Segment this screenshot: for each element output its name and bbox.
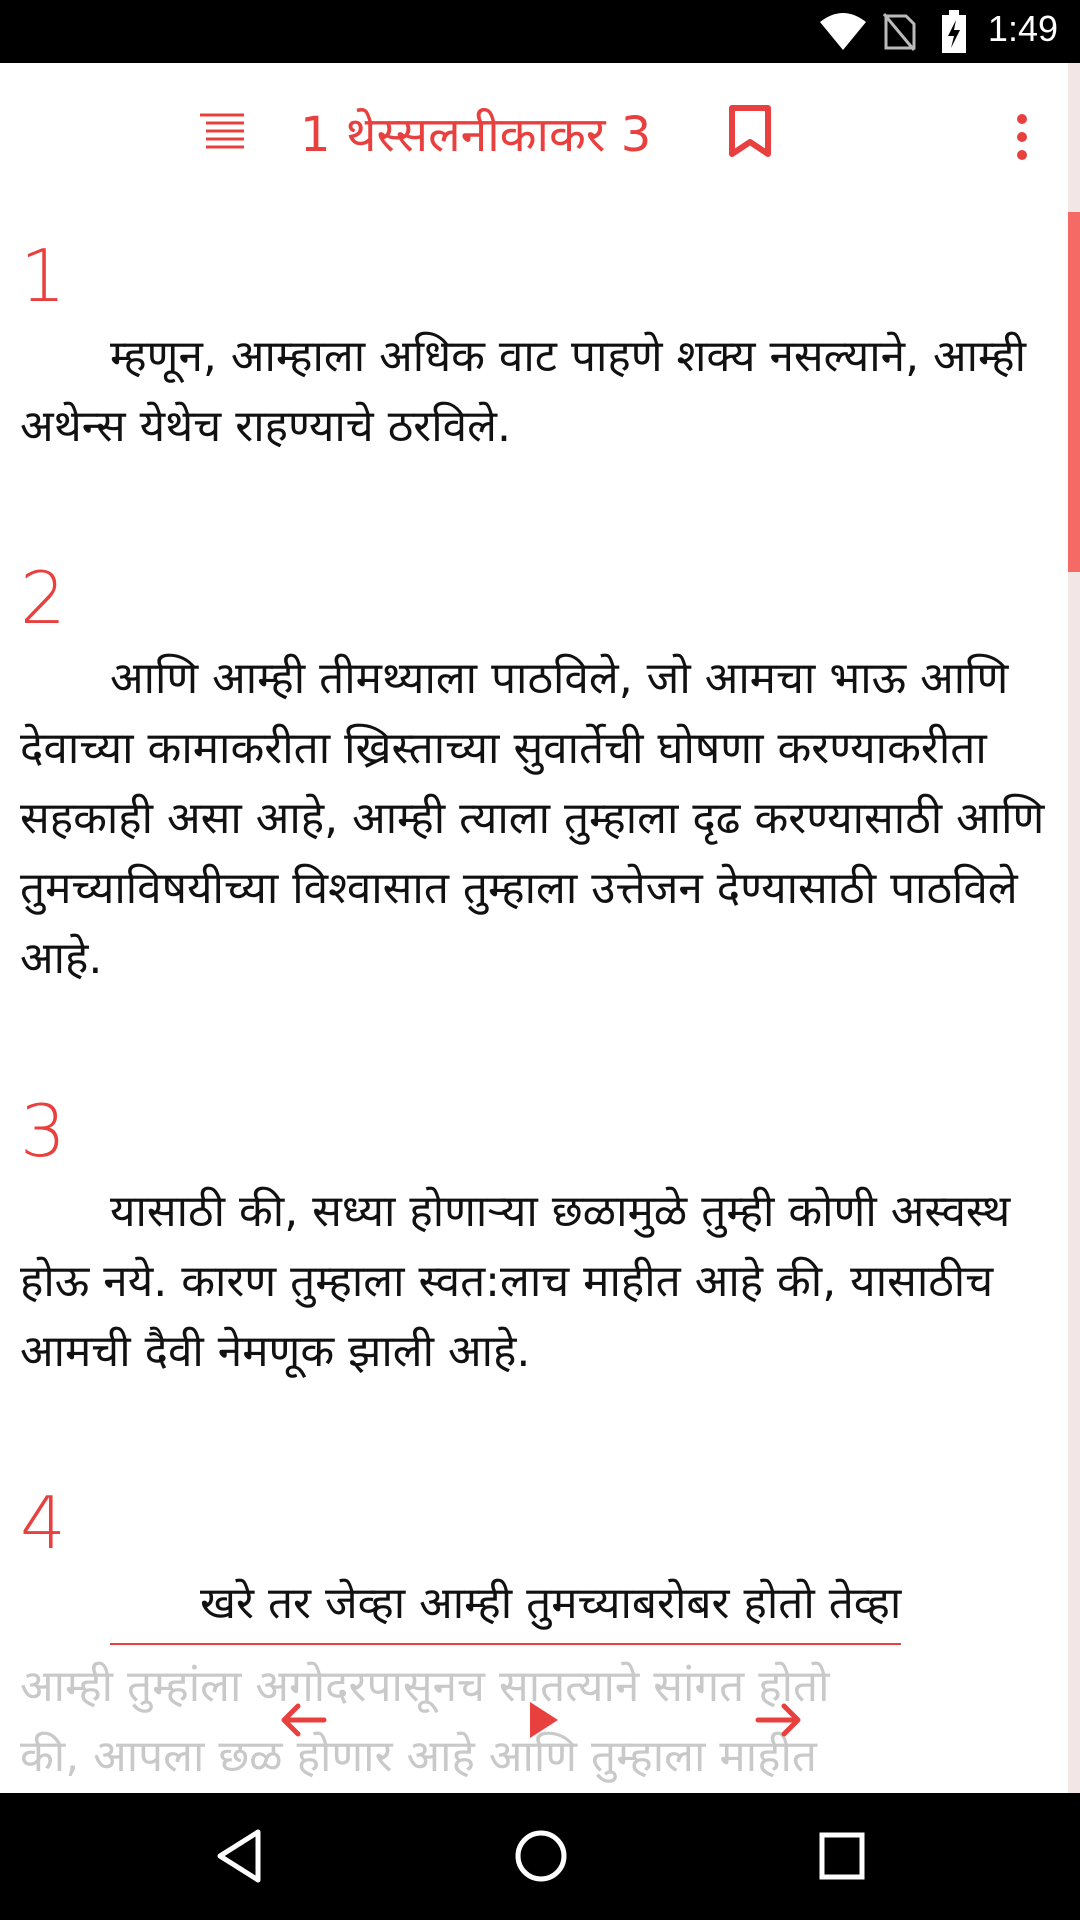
system-nav-bar — [0, 1793, 1080, 1920]
scrollbar-thumb[interactable] — [1068, 212, 1080, 572]
verse-text: आणि आम्ही तीमथ्याला पाठविले, जो आमचा भाऊ आणि देवाच्या कामाकरीता ख्रिस्ताच्या सुवार्तेची घोषणा करण्याकरीता सहकाही असा आहे, आम्ही त्याला तुम्हाला दृढ करण्यासाठी आणि तुमच्याविषयीच्या विश्वासात तुम्हाला उत्तेजन देण्यासाठी पाठविले आहे. — [20, 653, 1045, 984]
previous-arrow-icon[interactable] — [278, 1700, 328, 1740]
chapter-list-icon[interactable] — [198, 111, 248, 151]
faded-line: आम्ही तुम्हांला अगोदरपासूनच सातत्याने सांगत होतो — [20, 1661, 830, 1712]
verse-2[interactable] — [20, 556, 1060, 994]
next-arrow-icon[interactable] — [754, 1700, 804, 1740]
verse-text: म्हणून, आम्हाला अधिक वाट पाहणे शक्य नसल्याने, आम्ही अथेन्स येथेच राहण्याचे ठरविले. — [20, 331, 1027, 452]
wifi-icon — [818, 12, 868, 52]
more-vert-icon[interactable] — [1012, 113, 1032, 161]
app-toolbar — [0, 63, 1080, 203]
verse-4[interactable] — [20, 1481, 1060, 1645]
battery-charging-icon — [940, 10, 968, 54]
verse-text — [20, 1569, 1060, 1645]
verse-text: यासाठी की, सध्या होणाऱ्या छळामुळे तुम्ही कोणी अस्वस्थ होऊ नये. कारण तुम्हाला स्वत:लाच माहीत आहे की, यासाठीच आमची दैवी नेमणूक झाली आहे. — [20, 1186, 1011, 1377]
status-clock: 1:49 — [987, 8, 1058, 49]
back-icon[interactable] — [214, 1828, 264, 1884]
verse-highlighted-line: खरे तर जेव्हा आम्ही तुमच्याबरोबर होतो तेव्हा — [110, 1569, 901, 1645]
verse-number: 4 — [20, 1481, 66, 1565]
verse-1[interactable] — [20, 234, 1060, 462]
book-chapter-title[interactable]: 1 थेस्सलनीकाकर 3 — [300, 107, 652, 163]
chapter-content[interactable] — [0, 210, 1066, 1793]
verse-number: 1 — [20, 234, 66, 318]
verse-3[interactable] — [20, 1089, 1060, 1387]
faded-line: की, आपला छळ होणार आहे आणि तुम्हाला माहीत — [20, 1731, 817, 1782]
recents-icon[interactable] — [817, 1828, 867, 1884]
no-sim-icon — [882, 12, 916, 52]
verse-number: 3 — [20, 1089, 66, 1173]
status-bar — [0, 0, 1080, 63]
verse-number: 2 — [20, 556, 66, 640]
bookmark-icon[interactable] — [728, 105, 772, 157]
home-icon[interactable] — [513, 1828, 569, 1884]
play-icon[interactable] — [526, 1700, 560, 1740]
